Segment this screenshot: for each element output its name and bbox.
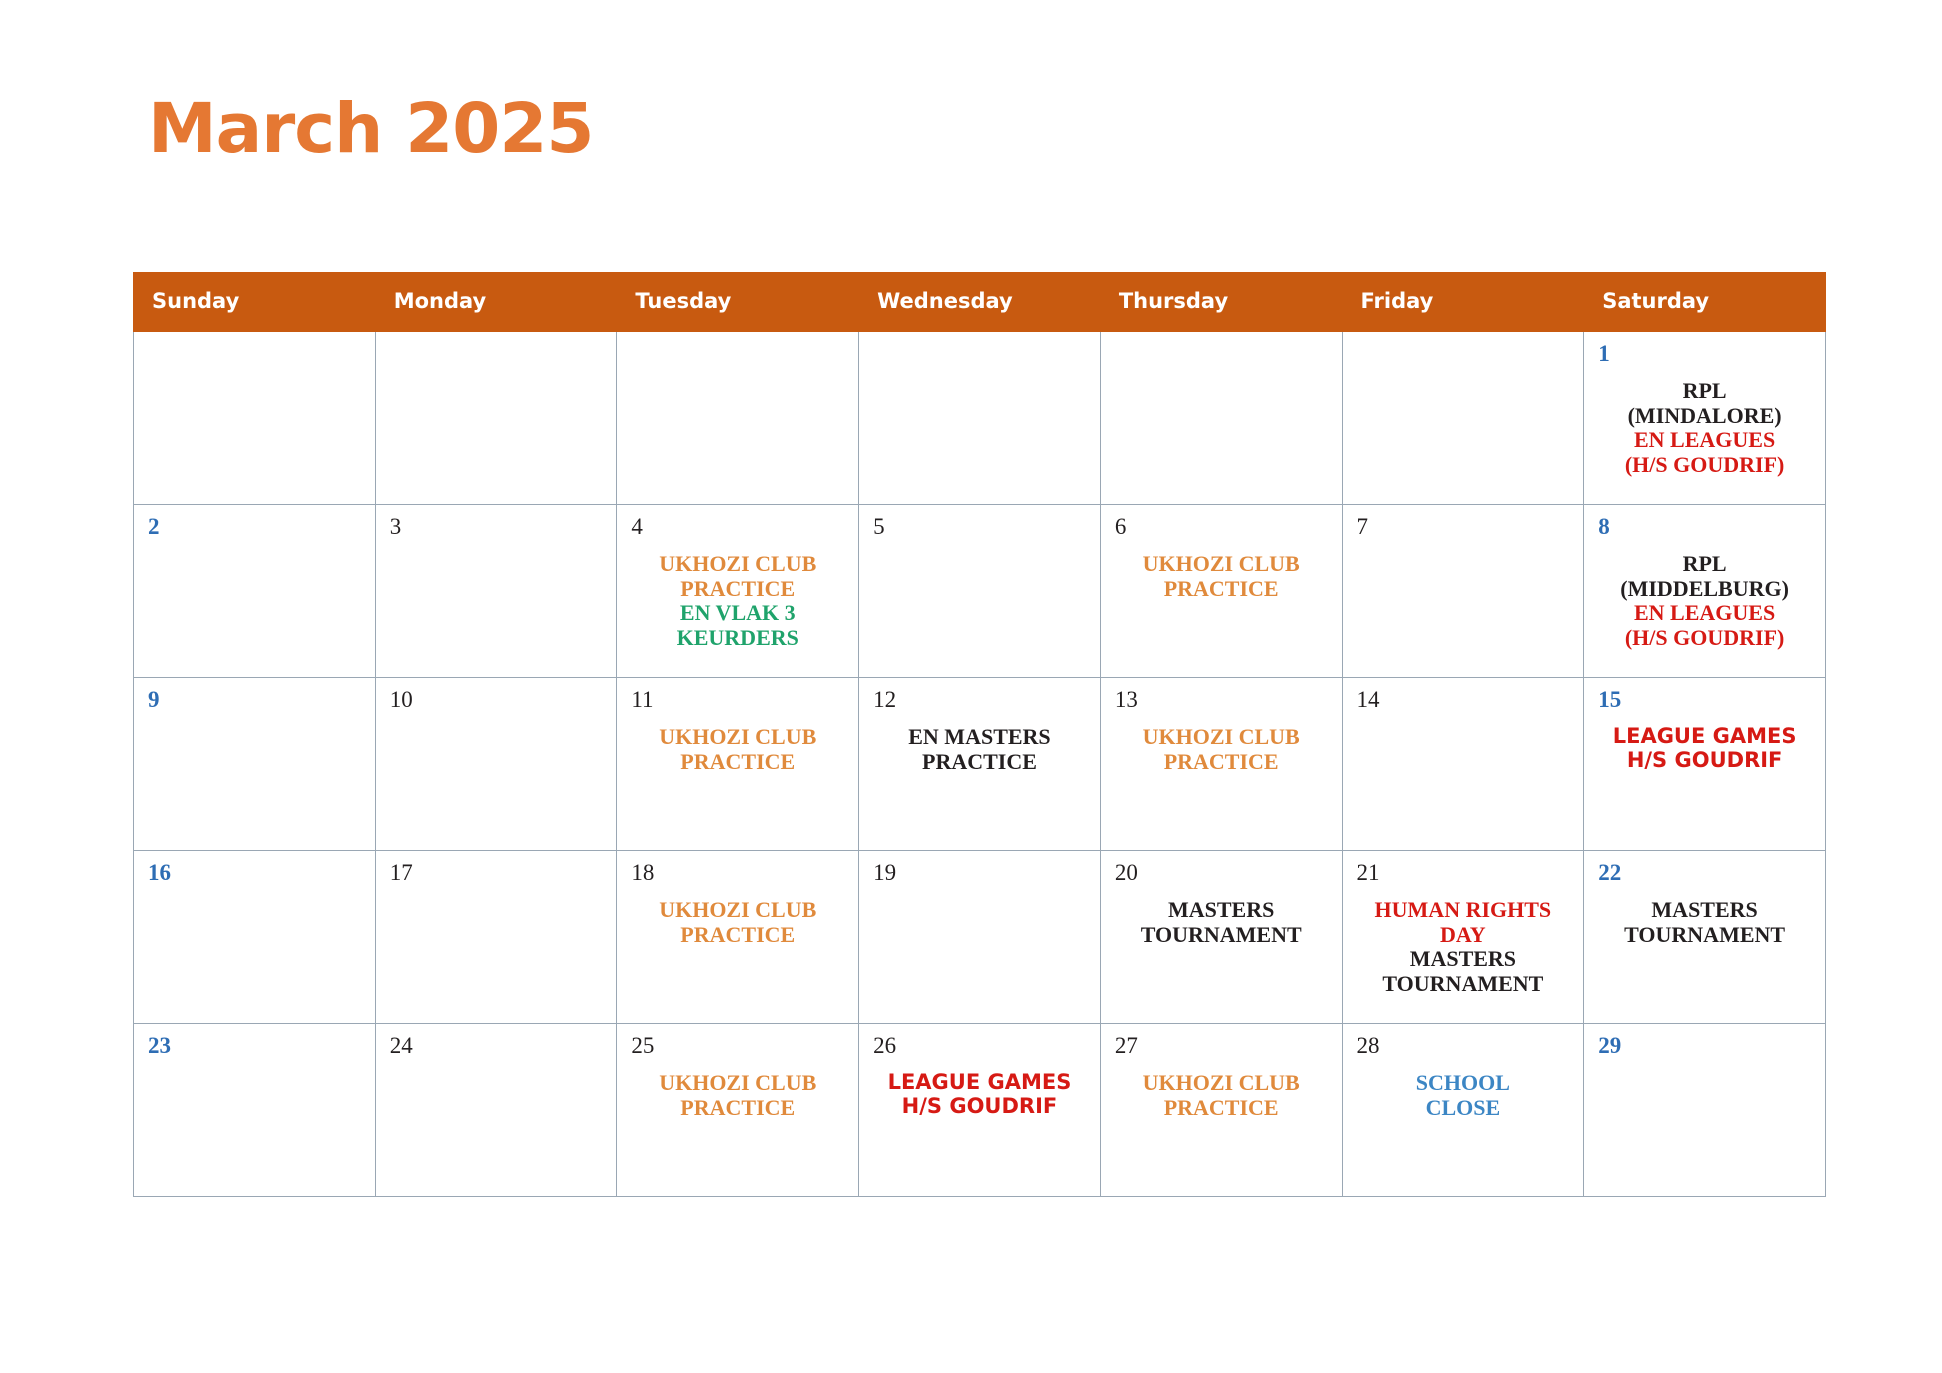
day-events: [1584, 711, 1825, 776]
day-number: 5: [873, 514, 885, 539]
calendar-day-cell[interactable]: [1342, 851, 1584, 1024]
calendar-day-cell[interactable]: [617, 505, 859, 678]
day-number: 25: [631, 1033, 655, 1058]
calendar-day-cell-empty[interactable]: [1100, 332, 1342, 505]
event-entry[interactable]: [1590, 898, 1819, 947]
event-line: TOURNAMENT: [1140, 921, 1302, 947]
day-events: [1101, 1057, 1342, 1124]
calendar-table: [133, 272, 1826, 1197]
weekday-header-friday: Friday: [1342, 273, 1584, 332]
calendar-day-cell-empty[interactable]: [134, 332, 376, 505]
weekday-header-tuesday: Tuesday: [617, 273, 859, 332]
event-entry[interactable]: [623, 1071, 852, 1120]
event-entry[interactable]: [865, 725, 1094, 774]
day-events: [1584, 884, 1825, 951]
day-events: [1343, 1057, 1584, 1124]
event-line: PRACTICE: [680, 575, 796, 601]
event-line: EN VLAK 3: [679, 600, 796, 626]
day-number: 1: [1598, 341, 1610, 366]
day-events: [1101, 711, 1342, 778]
day-number: 19: [873, 860, 897, 885]
calendar-week-row: [134, 332, 1826, 505]
event-line: PRACTICE: [680, 921, 796, 947]
event-entry[interactable]: [1349, 898, 1578, 947]
event-line: EN LEAGUES: [1634, 600, 1776, 626]
calendar-day-cell[interactable]: [1342, 1024, 1584, 1197]
day-number: 26: [873, 1033, 897, 1058]
calendar-day-cell[interactable]: [1100, 678, 1342, 851]
day-number: 9: [148, 687, 160, 712]
event-entry[interactable]: [865, 1071, 1094, 1118]
day-number: 11: [631, 687, 654, 712]
day-events: [617, 1057, 858, 1124]
event-line: EN LEAGUES: [1634, 427, 1776, 453]
event-entry[interactable]: [1349, 947, 1578, 996]
day-number: 12: [873, 687, 897, 712]
event-line: HUMAN RIGHTS: [1374, 897, 1552, 922]
day-number: 22: [1598, 860, 1622, 885]
event-entry[interactable]: [1590, 428, 1819, 477]
event-entry[interactable]: [623, 725, 852, 774]
day-number: 15: [1598, 687, 1622, 712]
day-number: 2: [148, 514, 160, 539]
event-line: H/S GOUDRIF: [901, 1093, 1058, 1118]
weekday-header-thursday: Thursday: [1100, 273, 1342, 332]
event-line: (H/S GOUDRIF): [1624, 624, 1785, 650]
calendar-day-cell-empty[interactable]: [859, 332, 1101, 505]
day-events: [859, 1057, 1100, 1122]
weekday-header-saturday: Saturday: [1584, 273, 1826, 332]
event-line: UKHOZI CLUB: [1142, 724, 1300, 749]
event-entry[interactable]: [623, 898, 852, 947]
calendar-day-cell[interactable]: [617, 1024, 859, 1197]
day-events: [1101, 538, 1342, 605]
event-line: RPL: [1682, 551, 1727, 576]
event-line: H/S GOUDRIF: [1626, 747, 1783, 772]
event-line: UKHOZI CLUB: [659, 897, 817, 922]
calendar-day-cell[interactable]: [1342, 505, 1584, 678]
day-number: 16: [148, 860, 171, 885]
calendar-day-cell-empty[interactable]: [375, 332, 617, 505]
weekday-header-monday: Monday: [375, 273, 617, 332]
event-entry[interactable]: [1107, 725, 1336, 774]
calendar-day-cell[interactable]: [134, 678, 376, 851]
day-number: 4: [631, 514, 643, 539]
calendar-day-cell[interactable]: [1584, 1024, 1826, 1197]
event-line: (H/S GOUDRIF): [1624, 451, 1785, 477]
event-line: PRACTICE: [1163, 575, 1279, 601]
day-events: [1584, 538, 1825, 655]
calendar-day-cell[interactable]: [1100, 1024, 1342, 1197]
event-line: PRACTICE: [922, 748, 1037, 774]
event-entry[interactable]: [1107, 1071, 1336, 1120]
event-entry[interactable]: [623, 552, 852, 601]
event-entry[interactable]: [1590, 601, 1819, 650]
day-number: 13: [1114, 687, 1138, 712]
calendar-day-cell[interactable]: [859, 1024, 1101, 1197]
calendar-week-row: [134, 505, 1826, 678]
day-number: 14: [1356, 687, 1380, 712]
event-line: LEAGUE GAMES: [887, 1070, 1072, 1094]
day-number: 24: [389, 1033, 413, 1058]
event-entry[interactable]: [623, 601, 852, 650]
event-line: UKHOZI CLUB: [1142, 551, 1300, 576]
day-number: 3: [389, 514, 402, 539]
calendar-day-cell[interactable]: [134, 851, 376, 1024]
event-line: UKHOZI CLUB: [1142, 1070, 1300, 1095]
calendar-day-cell[interactable]: [375, 505, 617, 678]
calendar-day-cell[interactable]: [859, 505, 1101, 678]
event-line: KEURDERS: [676, 624, 799, 650]
day-number: 7: [1356, 514, 1369, 539]
calendar-day-cell-empty[interactable]: [617, 332, 859, 505]
calendar-day-cell[interactable]: [1584, 332, 1826, 505]
calendar-day-cell[interactable]: [1342, 678, 1584, 851]
calendar-day-cell[interactable]: [1584, 851, 1826, 1024]
weekday-header-sunday: Sunday: [134, 273, 376, 332]
day-events: [617, 884, 858, 951]
day-events: [1584, 365, 1825, 482]
page-title: March 2025: [148, 89, 594, 169]
calendar-day-cell[interactable]: [134, 505, 376, 678]
day-number: 20: [1114, 860, 1138, 885]
event-line: UKHOZI CLUB: [659, 1070, 817, 1095]
calendar-header-row: [134, 273, 1826, 332]
day-number: 29: [1598, 1033, 1622, 1058]
day-events: [617, 538, 858, 655]
event-line: PRACTICE: [680, 1094, 796, 1120]
event-line: UKHOZI CLUB: [659, 551, 817, 576]
calendar-day-cell[interactable]: [859, 851, 1101, 1024]
calendar-day-cell[interactable]: [375, 678, 617, 851]
calendar-day-cell[interactable]: [1584, 678, 1826, 851]
event-line: RPL: [1682, 378, 1727, 403]
day-number: 28: [1356, 1033, 1380, 1058]
event-line: (MINDALORE): [1627, 402, 1782, 428]
calendar-body: [134, 332, 1826, 1197]
event-entry[interactable]: [1107, 552, 1336, 601]
weekday-header-wednesday: Wednesday: [859, 273, 1101, 332]
calendar-day-cell[interactable]: [134, 1024, 376, 1197]
event-line: DAY: [1440, 921, 1486, 947]
event-line: CLOSE: [1425, 1094, 1501, 1120]
day-number: 23: [148, 1033, 171, 1058]
calendar-day-cell[interactable]: [375, 851, 617, 1024]
calendar-day-cell[interactable]: [617, 678, 859, 851]
day-number: 6: [1114, 514, 1127, 539]
event-line: PRACTICE: [680, 748, 796, 774]
day-number: 18: [631, 860, 655, 885]
event-line: SCHOOL: [1415, 1070, 1510, 1095]
day-number: 10: [389, 687, 413, 712]
calendar-day-cell[interactable]: [1100, 851, 1342, 1024]
event-line: MASTERS: [1167, 897, 1275, 922]
event-line: TOURNAMENT: [1624, 921, 1786, 947]
calendar-week-row: [134, 678, 1826, 851]
day-number: 27: [1114, 1033, 1138, 1058]
event-entry[interactable]: [1349, 1071, 1578, 1120]
event-line: EN MASTERS: [908, 724, 1051, 749]
calendar-day-cell[interactable]: [859, 678, 1101, 851]
day-events: [1343, 884, 1584, 1001]
event-entry[interactable]: [1107, 898, 1336, 947]
day-events: [1101, 884, 1342, 951]
calendar-week-row: [134, 1024, 1826, 1197]
calendar-week-row: [134, 851, 1826, 1024]
event-line: MASTERS: [1651, 897, 1758, 922]
event-line: LEAGUE GAMES: [1612, 724, 1797, 748]
event-entry[interactable]: [1590, 725, 1819, 772]
day-number: 8: [1598, 514, 1610, 539]
event-line: MASTERS: [1409, 946, 1517, 972]
calendar-day-cell[interactable]: [1584, 505, 1826, 678]
calendar-container: [133, 272, 1826, 1197]
event-entry[interactable]: [1590, 552, 1819, 601]
calendar-day-cell[interactable]: [375, 1024, 617, 1197]
event-line: TOURNAMENT: [1382, 970, 1544, 996]
calendar-day-cell[interactable]: [617, 851, 859, 1024]
event-line: (MIDDELBURG): [1620, 575, 1789, 601]
day-number: 17: [389, 860, 413, 885]
calendar-day-cell[interactable]: [1100, 505, 1342, 678]
day-events: [617, 711, 858, 778]
event-line: PRACTICE: [1163, 748, 1279, 774]
event-entry[interactable]: [1590, 379, 1819, 428]
calendar-day-cell-empty[interactable]: [1342, 332, 1584, 505]
event-line: UKHOZI CLUB: [659, 724, 817, 749]
event-line: PRACTICE: [1163, 1094, 1279, 1120]
day-number: 21: [1356, 860, 1380, 885]
day-events: [859, 711, 1100, 778]
